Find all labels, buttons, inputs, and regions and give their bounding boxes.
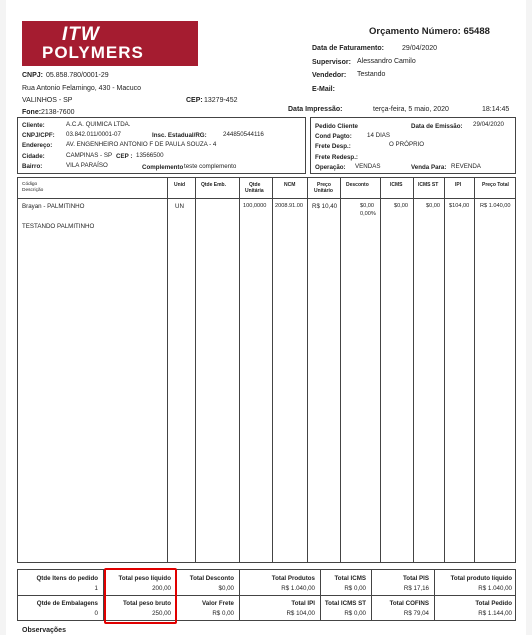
company-cep-label: CEP: <box>186 97 203 104</box>
total-produtos-value: R$ 1.040,00 <box>281 585 315 592</box>
vendedor-label: Vendedor: <box>312 72 347 79</box>
valor-frete-label: Valor Frete <box>202 600 234 607</box>
data-faturamento-label: Data de Faturamento: <box>312 45 384 52</box>
company-cnpj-label: CNPJ: <box>22 72 44 79</box>
total-desconto-value: $0,00 <box>218 585 234 592</box>
client-cidade-label: Cidade: <box>22 153 45 160</box>
col-divider <box>380 178 381 562</box>
supervisor-value: Alessandro Camilo <box>357 58 416 65</box>
totals-box <box>17 569 516 621</box>
header-ncm: NCM <box>284 182 296 188</box>
peso-bruto-label: Total peso bruto <box>122 600 171 607</box>
col-divider <box>195 178 196 562</box>
row-icms: $0,00 <box>394 203 408 209</box>
row-preco-total: R$ 1.040,00 <box>480 203 511 209</box>
peso-bruto-value: 250,00 <box>152 610 171 617</box>
company-address: Rua Antonio Felamingo, 430 - Macuco <box>22 85 142 92</box>
client-cep-label: CEP : <box>116 153 133 160</box>
total-pedido-value: R$ 1.144,00 <box>478 610 512 617</box>
quote-document <box>6 0 526 635</box>
total-desconto-label: Total Desconto <box>189 575 234 582</box>
cliente-value: A.C.A. QUIMICA LTDA. <box>66 121 131 128</box>
header-preco: Preço <box>317 182 331 188</box>
company-city: VALINHOS - SP <box>22 97 73 104</box>
col-divider <box>320 570 321 620</box>
qtde-itens-label: Qtde Itens do pedido <box>36 575 98 582</box>
peso-liquido-label: Total peso líquido <box>118 575 171 582</box>
company-cep-value: 13279-452 <box>204 97 238 104</box>
total-icms-label: Total ICMS <box>334 575 366 582</box>
data-emissao-label: Data de Emissão: <box>411 123 463 130</box>
row-ncm: 2008.91.00 <box>275 203 303 209</box>
qtde-embalagens-label: Qtde de Embalagens <box>36 600 98 607</box>
client-cidade-value: CAMPINAS - SP <box>66 152 113 159</box>
col-divider <box>474 178 475 562</box>
header-descricao: Descrição <box>22 188 44 193</box>
total-produto-liquido-label: Total produto líquido <box>450 575 512 582</box>
total-pedido-label: Total Pedido <box>475 600 512 607</box>
client-complemento-label: Complemento <box>142 164 184 171</box>
col-divider <box>239 570 240 620</box>
header-qtde: Qtde <box>249 182 261 188</box>
header-ipi: IPI <box>455 182 462 188</box>
client-cnpj-label: CNPJ/CPF: <box>22 132 55 139</box>
total-icms-st-label: Total ICMS ST <box>324 600 366 607</box>
data-emissao-value: 29/04/2020 <box>473 121 504 128</box>
col-divider <box>371 570 372 620</box>
client-box <box>17 117 306 174</box>
row-ipi: $104,00 <box>449 203 470 209</box>
company-phone-label: Fone: <box>22 109 42 116</box>
header-qtde-emb: Qtde Emb. <box>201 182 227 188</box>
total-cofins-label: Total COFINS <box>389 600 429 607</box>
cliente-label: Cliente: <box>22 122 45 129</box>
observacoes-label: Observações <box>22 627 66 634</box>
peso-liquido-value: 200,00 <box>152 585 171 592</box>
operacao-value: VENDAS <box>355 163 381 170</box>
header-unid: Unid <box>174 182 186 188</box>
client-complemento-value: teste complemento <box>184 163 237 170</box>
total-ipi-label: Total IPI <box>291 600 315 607</box>
venda-para-label: Venda Para: <box>411 164 447 171</box>
client-endereco-label: Endereço: <box>22 142 53 149</box>
supervisor-label: Supervisor: <box>312 59 351 66</box>
row-unid: UN <box>175 203 184 210</box>
qtde-itens-value: 1 <box>94 585 98 592</box>
header-codigo: Código <box>22 182 38 187</box>
order-info-box <box>310 117 516 174</box>
total-icms-st-value: R$ 0,00 <box>344 610 366 617</box>
client-bairro-value: VILA PARAÍSO <box>66 162 108 169</box>
col-divider <box>307 178 308 562</box>
row-desconto-pct: 0,00% <box>360 211 376 217</box>
row-desconto-valor: $0,00 <box>360 203 374 209</box>
header-icms-st: ICMS ST <box>418 182 439 188</box>
total-pis-value: R$ 17,16 <box>403 585 429 592</box>
total-cofins-value: R$ 79,04 <box>403 610 429 617</box>
header-unitaria: Unitária <box>245 188 264 194</box>
client-bairro-label: Bairro: <box>22 163 43 170</box>
itw-polymers-logo <box>22 21 198 66</box>
header-desconto: Desconto <box>346 182 369 188</box>
items-header-divider <box>18 198 515 199</box>
data-impressao-value: terça-feira, 5 maio, 2020 <box>373 106 449 113</box>
row-icms-st: $0,00 <box>426 203 440 209</box>
vendedor-value: Testando <box>357 71 386 78</box>
totals-row-divider <box>18 595 515 596</box>
row-preco-unitario: R$ 10,40 <box>312 203 338 210</box>
col-divider <box>413 178 414 562</box>
header-unitario: Unitário <box>314 188 333 194</box>
total-produto-liquido-value: R$ 1.040,00 <box>478 585 512 592</box>
hora-impressao-value: 18:14:45 <box>482 106 510 113</box>
total-produtos-label: Total Produtos <box>271 575 315 582</box>
logo-text-bottom: POLYMERS <box>42 43 144 62</box>
client-ie-value: 244850544116 <box>223 131 264 138</box>
qtde-embalagens-value: 0 <box>94 610 98 617</box>
col-divider <box>340 178 341 562</box>
col-divider <box>272 178 273 562</box>
data-impressao-label: Data Impressão: <box>288 106 343 113</box>
frete-desp-label: Frete Desp.: <box>315 143 351 150</box>
venda-para-value: REVENDA <box>451 163 481 170</box>
company-cnpj-value: 05.858.780/0001-29 <box>46 72 109 79</box>
quote-title: Orçamento Número: 65488 <box>369 26 490 37</box>
total-pis-label: Total PIS <box>402 575 429 582</box>
total-ipi-value: R$ 104,00 <box>286 610 315 617</box>
company-phone-value: 2138-7600 <box>41 109 75 116</box>
items-table <box>17 177 516 563</box>
col-divider <box>167 178 168 562</box>
col-divider <box>444 178 445 562</box>
pedido-cliente-label: Pedido Cliente <box>315 123 358 130</box>
row-descricao-extra: TESTANDO PALMITINHO <box>22 223 95 230</box>
cond-pagto-label: Cond Pagto: <box>315 133 352 140</box>
header-preco-total: Preço Total <box>482 182 509 188</box>
col-divider <box>434 570 435 620</box>
cond-pagto-value: 14 DIAS <box>367 132 391 139</box>
operacao-label: Operação: <box>315 164 346 171</box>
client-cnpj-value: 03.842.011/0001-07 <box>66 131 121 138</box>
client-cep-value: 13566500 <box>136 152 164 159</box>
data-faturamento-value: 29/04/2020 <box>402 45 438 52</box>
client-endereco-value: AV. ENGENHEIRO ANTONIO F DE PAULA SOUZA - 4 <box>66 141 217 148</box>
client-ie-label: Insc. Estadual/RG: <box>152 132 207 139</box>
logo-text-top: ITW <box>62 24 100 45</box>
email-label: E-Mail: <box>312 86 335 93</box>
valor-frete-value: R$ 0,00 <box>212 610 234 617</box>
row-descricao: Brayan - PALMITINHO <box>22 203 85 210</box>
row-qtde-unitaria: 100,0000 <box>243 203 267 209</box>
frete-redesp-label: Frete Redesp.: <box>315 154 358 161</box>
frete-desp-value: O PRÓPRIO <box>389 141 425 148</box>
highlight-box <box>104 568 177 624</box>
header-icms: ICMS <box>390 182 403 188</box>
col-divider <box>239 178 240 562</box>
total-icms-value: R$ 0,00 <box>344 585 366 592</box>
